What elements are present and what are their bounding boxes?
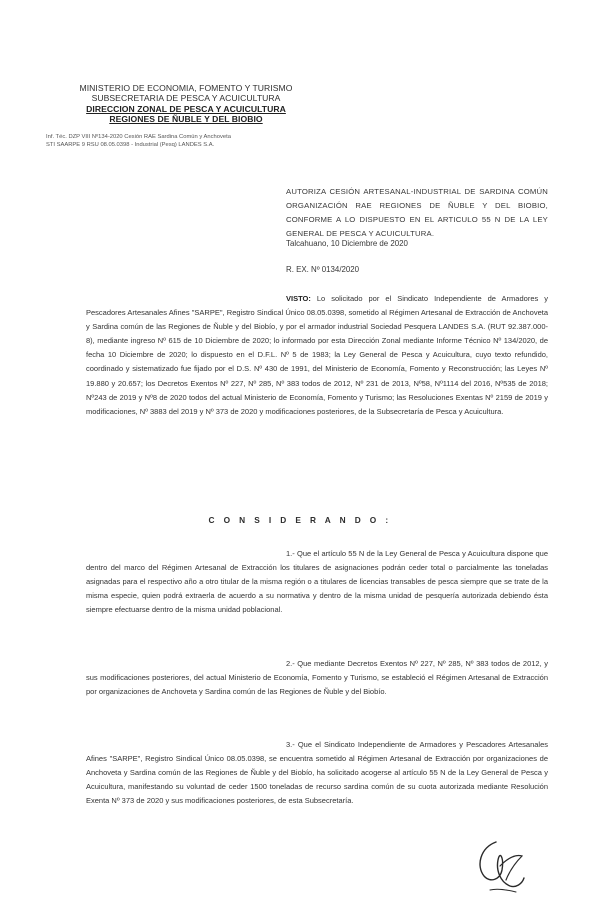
visto-text: Lo solicitado por el Sindicato Independiente de Armadores y Pescadores Artesanales Afines "SARPE", Registro Sindical Único 08.05.0398, sometido al Régimen Artesanal de Extracción de Anchoveta y Sardina común de las Regiones de Ñuble y del Biobío, y por el armador industrial Sociedad Pesquera LANDES S.A. (RUT 92.387.000-8), mediante ingreso Nº 615 de 10 Diciembre de 2020; lo informado por esta Dirección Zonal mediante Informe Técnico Nº 134/2020, de fecha 10 Diciembre de 2020; lo dispuesto en el D.F.L. Nº 5 de 1983; la Ley General de Pesca y Acuicultura, cuyo texto refundido, coordinado y sistematizado fue fijado por el D.S. Nº 430 de 1991, del Ministerio de Economía, Fomento y Reconstrucción; las Leyes Nº 19.880 y 20.657; los Decretos Exentos Nº 227, Nº 285, Nº 383 todos de 2012, Nº 231 de 2013, Nº58, Nº1114 del 2016, Nº535 de 2018; Nº243 de 2019 y Nº8 de 2020 todos del actual Ministerio de Economía, Fomento y Turismo; las Resoluciones Exentas Nº 2159 de 2019 y modificaciones, Nº 3883 del 2019 y Nº 373 de 2020 y modificaciones posteriores, de la Subsecretaría de Pesca y Acuicultura. bbox=[86, 294, 548, 416]
considerando-heading: C O N S I D E R A N D O : bbox=[208, 515, 392, 525]
reference-line-1: Inf. Téc. DZP VIII Nº134-2020 Cesión RAE Sardina Común y Anchoveta bbox=[46, 134, 231, 140]
paragraph-text: 3.- Que el Sindicato Independiente de Armadores y Pescadores Artesanales Afines "SARPE", Registro Sindical Único 08.05.0398, se encuentra sometido al Régimen Artesanal de Extracción por organizaciones de Anchoveta y Sardina común de las Regiones de Ñuble y del Biobío, ha solicitado acogerse al artículo 55 N de la Ley General de Pesca y Acuicultura, manifestando su voluntad de ceder 1500 toneladas de recurso sardina común de su cuota autorizada mediante Resolución Exenta Nº 373 de 2020 y sus modificaciones posteriores, de esta Subsecretaría. bbox=[86, 740, 548, 806]
paragraph-text: 2.- Que mediante Decretos Exentos Nº 227, Nº 285, Nº 383 todos de 2012, y sus modificaciones posteriores, del actual Ministerio de Economía, Fomento y Turismo, se estableció el Régimen Artesanal de Extracción por organizaciones de Anchoveta y Sardina común de las Regiones de Ñuble y del Biobío. bbox=[86, 659, 548, 697]
resolution-number: R. EX. Nº 0134/2020 bbox=[286, 265, 360, 274]
institution-header bbox=[66, 83, 306, 125]
subsecretaria-line: SUBSECRETARIA DE PESCA Y ACUICULTURA bbox=[91, 93, 281, 104]
ministry-line: MINISTERIO DE ECONOMIA, FOMENTO Y TURISMO bbox=[79, 83, 293, 93]
resolution-subject: AUTORIZA CESIÓN ARTESANAL-INDUSTRIAL DE SARDINA COMÚN ORGANIZACIÓN RAE REGIONES DE ÑUBLE Y DEL BIOBIO, CONFORME A LO DISPUESTO EN EL ARTICULO 55 N DE LA LEY GENERAL DE PESCA Y ACUICULTURA. bbox=[286, 187, 548, 238]
reference-line-2: STI SAARPE 9 RSU 08.05.0398 - Industrial (Pesq) LANDES S.A. bbox=[46, 142, 215, 148]
regiones-line: REGIONES DE ÑUBLE Y DEL BIOBIO bbox=[109, 114, 263, 125]
visto-keyword: VISTO: bbox=[286, 294, 311, 303]
paragraph-text: 1.- Que el artículo 55 N de la Ley General de Pesca y Acuicultura dispone que dentro del marco del Régimen Artesanal de Extracción los titulares de asignaciones podrán ceder total o parcialmente las toneladas asignadas para el respectivo año a otro titular de la misma región o a titulares de licencias transables de pesca siempre que se trate de la misma especie, quien podrá extraerla de acuerdo a su normativa y dentro de la misma unidad de pesquería autorizada debiendo ésta siempre efectuarse dentro de la misma unidad poblacional. bbox=[86, 549, 548, 615]
considerando-paragraph-1 bbox=[86, 547, 548, 617]
visto-section bbox=[86, 292, 548, 419]
resolution-date: Talcahuano, 10 Diciembre de 2020 bbox=[286, 239, 408, 248]
handwritten-signature bbox=[470, 836, 530, 896]
considerando-paragraph-2 bbox=[86, 657, 548, 699]
reference-lines bbox=[46, 133, 231, 149]
direccion-zonal-line: DIRECCION ZONAL DE PESCA Y ACUICULTURA bbox=[86, 103, 286, 114]
considerando-paragraph-3 bbox=[86, 738, 548, 808]
